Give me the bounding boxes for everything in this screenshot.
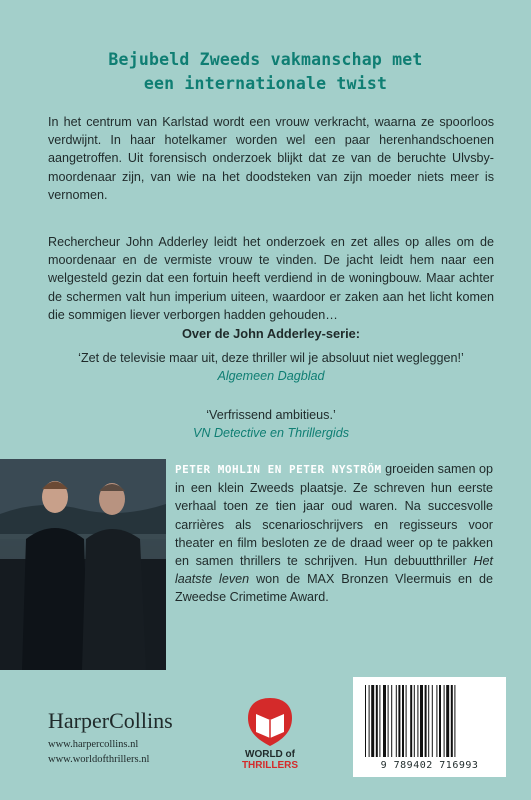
- isbn-number: 9 789402 716993: [380, 760, 479, 771]
- publisher-url[interactable]: www.harpercollins.nl: [48, 739, 139, 750]
- headline-line-2: een internationale twist: [143, 74, 388, 93]
- headline-line-1: Bejubeld Zweeds vakmanschap met: [108, 50, 423, 69]
- author-names: PETER MOHLIN EN PETER NYSTRÖM: [175, 463, 382, 476]
- world-of-thrillers-logo: [236, 696, 304, 770]
- quote-source: Algemeen Dagblad: [217, 369, 325, 383]
- quote-text: ‘Verfrissend ambitieus.’: [206, 408, 336, 422]
- book-shield-icon: [236, 696, 304, 770]
- logo-line-2: THRILLERS: [241, 760, 299, 770]
- imprint-url[interactable]: www.worldofthrillers.nl: [48, 754, 150, 765]
- quote-source: VN Detective en Thrillergids: [192, 426, 350, 440]
- blurb-paragraph-1: In het centrum van Karlstad wordt een vrouw verkracht, waarna ze spoorloos verdwijnt. In haar hotelkamer worden wel een paar herenhandschoenen aangetroffen. Uit forensisch onderzoek blijkt dat ze van de beruchte Ulvsby-moordenaar zijn, van wie na het doodsteken van zijn moeder niets meer is vernomen.: [48, 115, 494, 202]
- author-photo: [0, 459, 166, 670]
- author-photo-illustration: [0, 459, 166, 670]
- blurb-paragraph-2: Rechercheur John Adderley leidt het onderzoek en zet alles op alles om de moordenaar en de vermiste vrouw te vinden. De jacht leidt hem naar een welgesteld gezin dat een fortuin heeft verdiend in de woningbouw. Maar achter de schermen valt hun imperium uiteen, waardoor er zaken aan het licht komen die sommigen liever verborgen hadden gehouden…: [48, 235, 494, 322]
- bio-text-1: groeiden samen op in een klein Zweeds plaatsje. Ze schreven hun eerste verhaal toen ze tien jaar oud waren. Na succesvolle carrières als scenarioschrijvers en regisseurs voor theater en film besloten ze de draad weer op te pakken en samen thrillers te schrijven. Hun debuutthriller: [175, 462, 493, 569]
- quote-text: ‘Zet de televisie maar uit, deze thriller wil je absoluut niet wegleggen!’: [78, 351, 464, 365]
- series-heading: Over de John Adderley-serie:: [181, 326, 361, 341]
- author-bio: [175, 460, 493, 607]
- logo-line-1: WORLD of: [245, 749, 295, 760]
- publisher-logo: HarperCollins: [48, 708, 173, 733]
- isbn-barcode: [353, 677, 506, 777]
- debut-book-title: Het laatste leven: [175, 554, 493, 587]
- bio-text-2: won de MAX Bronzen Vleermuis en de Zweedse Crimetime Award.: [175, 572, 493, 605]
- review-quote-2: [48, 406, 494, 442]
- review-quote-1: [48, 349, 494, 385]
- back-cover-headline: [40, 48, 491, 96]
- barcode-bars: [353, 677, 506, 761]
